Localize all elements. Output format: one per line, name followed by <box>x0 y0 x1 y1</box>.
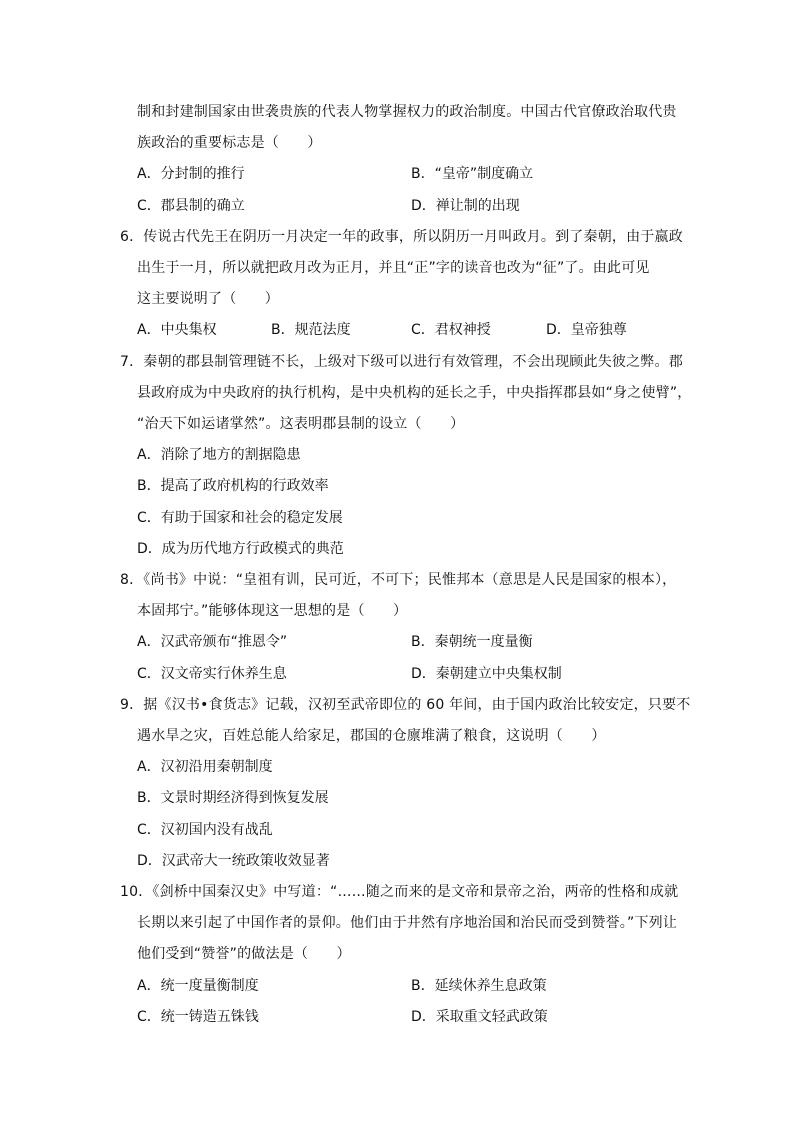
option-c: C．汉初国内没有战乱 <box>137 822 273 838</box>
option-d: D．成为历代地方行政模式的典范 <box>137 541 344 557</box>
option-b: B．延续休养生息政策 <box>411 978 547 994</box>
option-a: A．消除了地方的割据隐患 <box>137 447 301 463</box>
question-text-line: 本固邦宁。”能够体现这一思想的是（ ） <box>137 603 408 619</box>
option-a: A．中央集权 <box>137 322 217 338</box>
question-text-line: 县政府成为中央政府的执行机构，是中央机构的延长之手，中央指挥郡县如“身之使臂”， <box>137 385 692 401</box>
option-d: D．皇帝独尊 <box>546 322 627 338</box>
option-d: D．汉武帝大一统政策收效显著 <box>137 853 330 869</box>
question-stem: 9．据《汉书•食货志》记载，汉初至武帝即位的 60 年间，由于国内政治比较安定，只要不 <box>120 697 691 713</box>
question-text-line: 长期以来引起了中国作者的景仰。他们由于井然有序地治国和治民而受到赞誉。”下列让 <box>137 915 678 931</box>
option-a: A．汉初沿用秦朝制度 <box>137 759 273 775</box>
question-text-line: “治天下如运诸掌然”。这表明郡县制的设立（ ） <box>137 416 465 432</box>
question-text-line: 遇水旱之灾，百姓总能人给家足，郡国的仓廪堆满了粮食，这说明（ ） <box>137 728 606 744</box>
option-a: A．统一度量衡制度 <box>137 978 259 994</box>
question-text-line: 他们受到“赞誉”的做法是（ ） <box>137 946 351 962</box>
option-c: C．有助于国家和社会的稳定发展 <box>137 510 343 526</box>
question-stem: 7．秦朝的郡县制管理链不长，上级对下级可以进行有效管理，不会出现顾此失彼之弊。郡 <box>120 354 683 370</box>
option-b: B．规范法度 <box>271 322 351 338</box>
option-b: B．文景时期经济得到恢复发展 <box>137 790 329 806</box>
option-c: C．汉文帝实行休养生息 <box>137 666 287 682</box>
option-d: D．禅让制的出现 <box>411 198 520 214</box>
question-stem: 10．《剑桥中国秦汉史》中写道：“……随之而来的是文帝和景帝之治，两帝的性格和成就 <box>120 884 679 900</box>
question-stem: 6．传说古代先王在阴历一月决定一年的政事，所以阴历一月叫政月。到了秦朝，由于嬴政 <box>120 229 683 245</box>
option-c: C．君权神授 <box>411 322 491 338</box>
option-a: A．汉武帝颁布“推恩令” <box>137 634 288 650</box>
option-b: B．“皇帝”制度确立 <box>411 166 534 182</box>
option-c: C．郡县制的确立 <box>137 198 245 214</box>
question-text-line: 这主要说明了（ ） <box>137 291 279 307</box>
option-d: D．秦朝建立中央集权制 <box>411 666 562 682</box>
question-stem: 8．《尚书》中说：“皇祖有训，民可近，不可下；民惟邦本（意思是人民是国家的根本）， <box>120 572 677 588</box>
option-c: C．统一铸造五铢钱 <box>137 1009 259 1025</box>
question-text-line: 制和封建制国家由世袭贵族的代表人物掌握权力的政治制度。中国古代官僚政治取代贵 <box>137 104 677 120</box>
option-b: B．提高了政府机构的行政效率 <box>137 478 329 494</box>
question-text-line: 族政治的重要标志是（ ） <box>137 135 322 151</box>
option-d: D．采取重文轻武政策 <box>411 1009 548 1025</box>
question-text-line: 出生于一月，所以就把政月改为正月，并且“正”字的读音也改为“征”了。由此可见 <box>137 260 650 276</box>
option-b: B．秦朝统一度量衡 <box>411 634 533 650</box>
option-a: A．分封制的推行 <box>137 166 245 182</box>
